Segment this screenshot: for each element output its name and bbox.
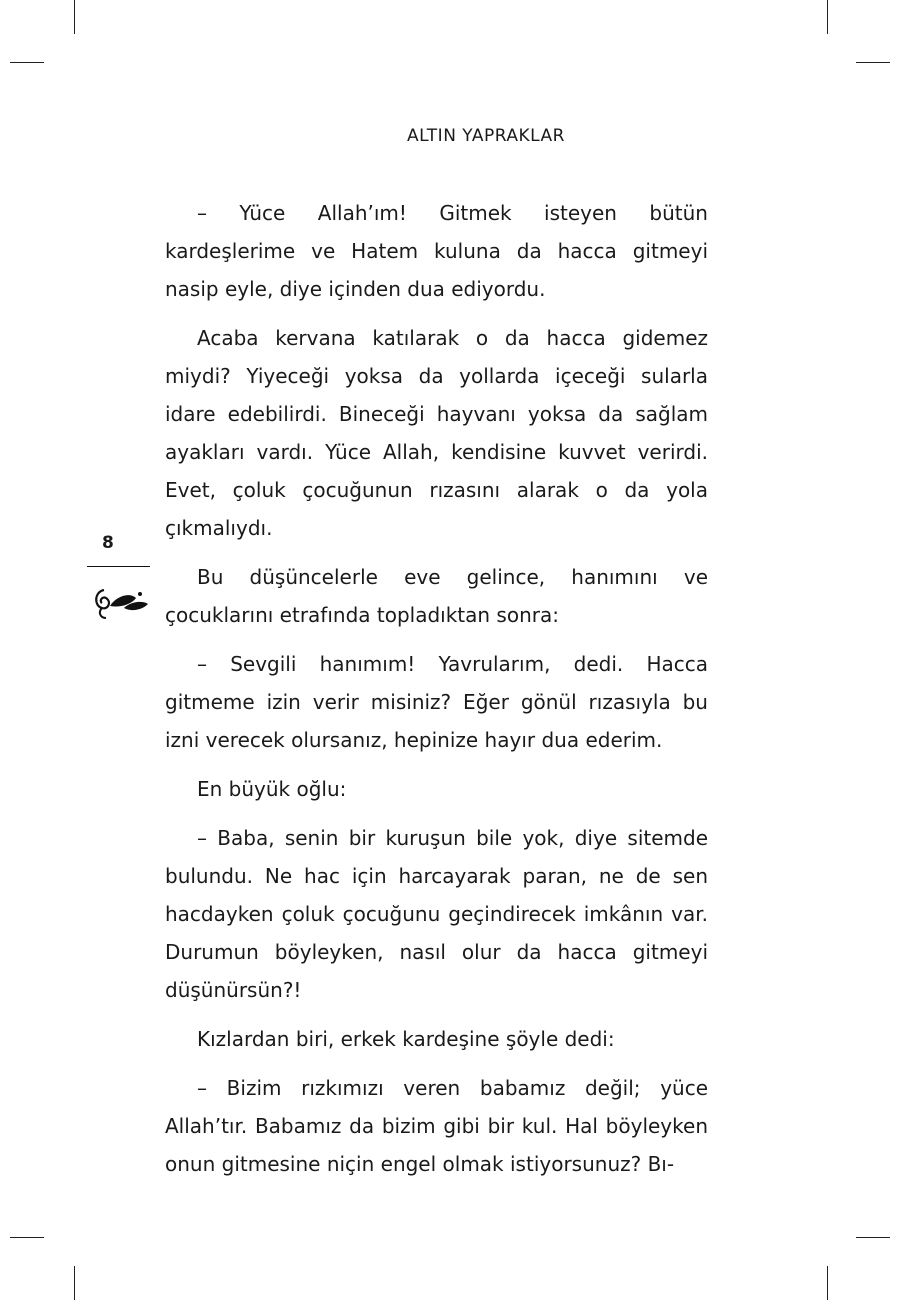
paragraph-6: – Baba, senin bir kuruşun bile yok, diye sitemde bulundu. Ne hac için harcayarak paran, ne de sen hacdayken çoluk çocuğunu geçindirecek imkânın var. Durumun böyleyken, nasıl olur da hacca gitmeyi düşünürsün?!: [165, 826, 708, 1002]
paragraph-8: – Bizim rızkımızı veren babamız değil; yüce Allah’tır. Babamız da bizim gibi bir kul. Hal böyleyken onun gitmesine niçin engel olmak istiyorsunuz? Bı-: [165, 1076, 708, 1176]
paragraph-7: Kızlardan biri, erkek kardeşine şöyle dedi:: [197, 1027, 615, 1051]
running-head: ALTIN YAPRAKLAR: [407, 126, 565, 146]
crop-mark-top-left: [74, 0, 75, 34]
page-number: 8: [102, 533, 114, 553]
floral-ornament-icon: [90, 584, 150, 624]
page-number-rule: [87, 566, 150, 567]
paragraph-2: Acaba kervana katılarak o da hacca gidemez miydi? Yiyeceği yoksa da yollarda içeceği sularla idare edebilirdi. Bineceği hayvanı yoksa da sağlam ayakları vardı. Yüce Allah, kendisine kuvvet verirdi. Evet, çoluk çocuğunun rızasını alarak o da yola çıkmalıydı.: [165, 326, 708, 540]
crop-mark-right-bottom: [856, 1237, 890, 1238]
crop-mark-left-bottom: [10, 1237, 44, 1238]
paragraph-1: – Yüce Allah’ım! Gitmek isteyen bütün kardeşlerime ve Hatem kuluna da hacca gitmeyi nasip eyle, diye içinden dua ediyordu.: [165, 201, 708, 301]
paragraph-4: – Sevgili hanımım! Yavrularım, dedi. Hacca gitmeme izin verir misiniz? Eğer gönül rızasıyla bu izni verecek olursanız, hepinize hayır dua ederim.: [165, 652, 708, 752]
crop-mark-right-top: [856, 62, 890, 63]
paragraph-5: En büyük oğlu:: [197, 777, 347, 801]
crop-mark-bottom-right: [827, 1266, 828, 1300]
crop-mark-top-right: [827, 0, 828, 34]
body-text: [165, 194, 708, 1194]
crop-mark-bottom-left: [74, 1266, 75, 1300]
crop-mark-left-top: [10, 62, 44, 63]
paragraph-3: Bu düşüncelerle eve gelince, hanımını ve çocuklarını etrafında topladıktan sonra:: [165, 565, 708, 627]
